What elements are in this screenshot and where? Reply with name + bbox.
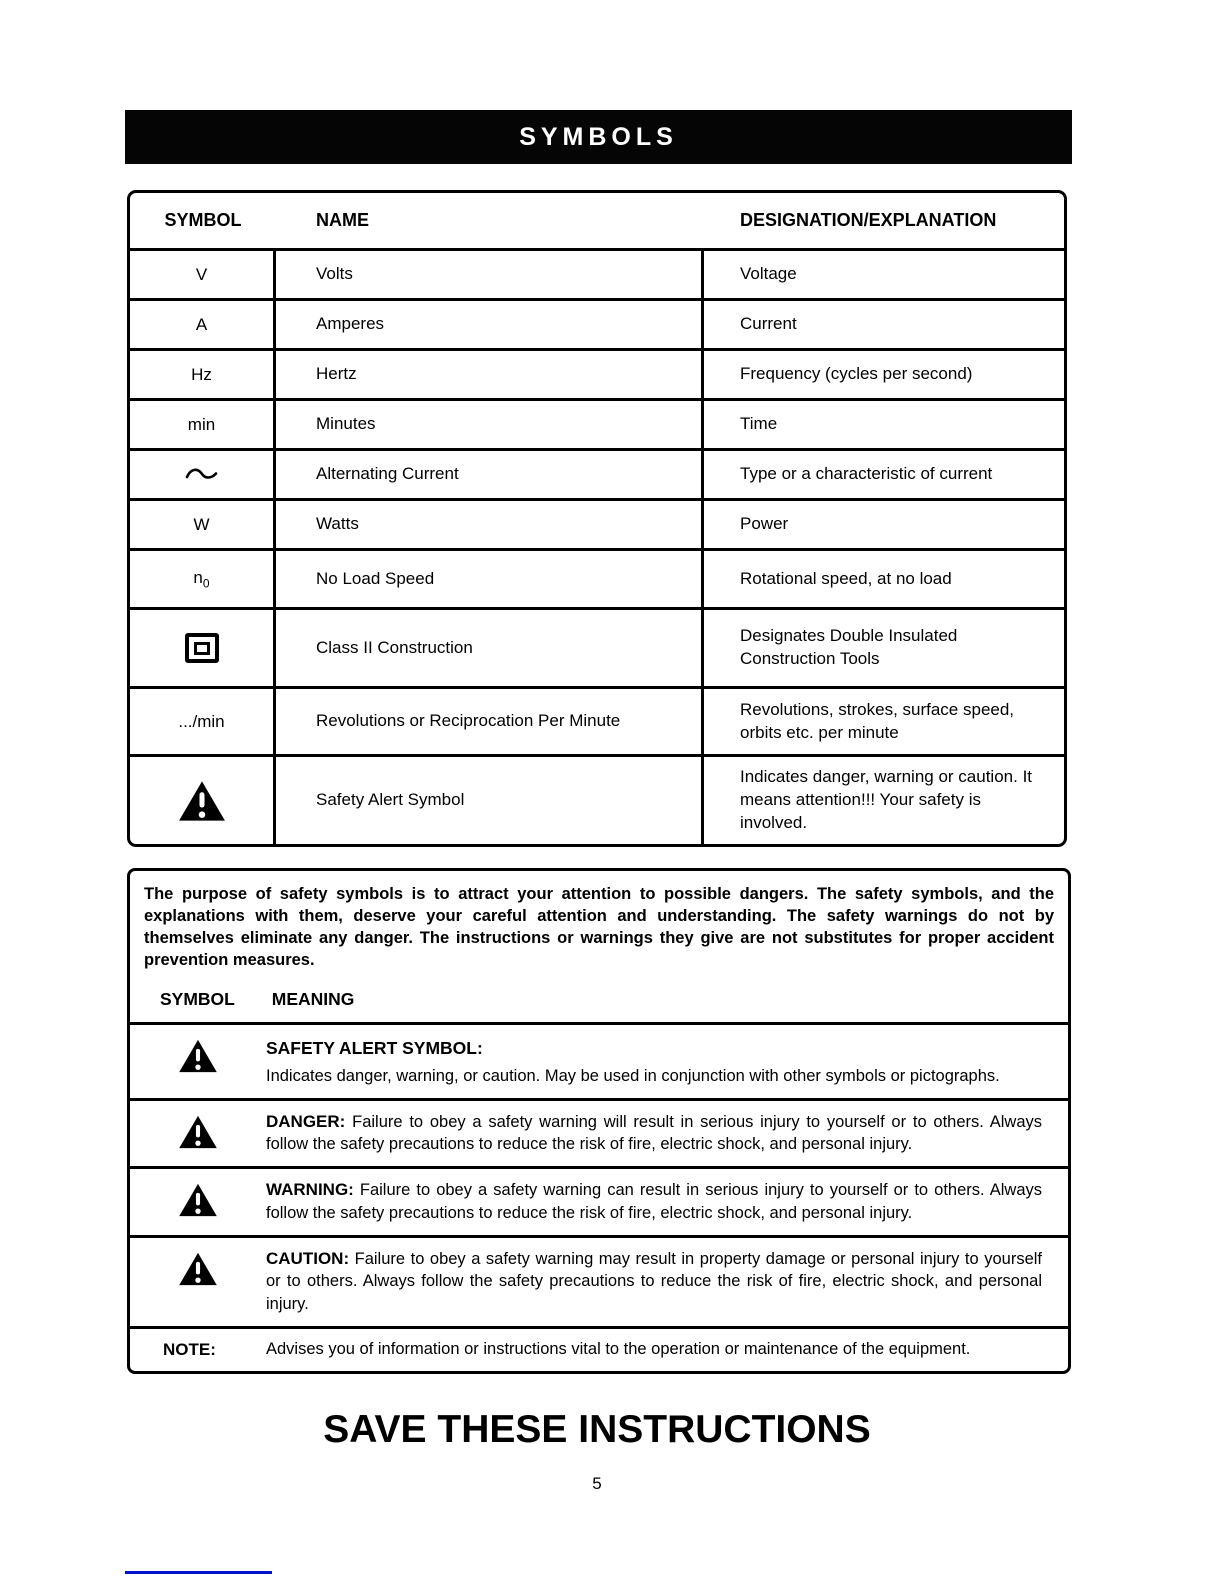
symbol-text: A [195, 314, 208, 334]
designation-cell: Time [740, 414, 778, 434]
table-row [130, 754, 1064, 844]
table-row [130, 348, 1064, 398]
note-label: NOTE: [163, 1340, 216, 1360]
section-title: SYMBOLS [519, 122, 678, 151]
designation-cell: Rotational speed, at no load [740, 568, 952, 588]
symbol-cell [130, 757, 276, 844]
designation-cell: Current [740, 314, 797, 334]
table-row [130, 248, 1064, 298]
name-cell: No Load Speed [276, 551, 704, 607]
designation-cell: Power [740, 514, 789, 534]
symbol-cell [130, 689, 276, 754]
symbol-text: min [187, 414, 216, 434]
meaning-text: SAFETY ALERT SYMBOL: Indicates danger, warning, or caution. May be used in conjunction with other symbols or pictographs. [266, 1034, 1068, 1088]
symbol-cell [130, 610, 276, 686]
column-header-designation: DESIGNATION/EXPLANATION [740, 210, 997, 230]
meaning-text: CAUTION: Failure to obey a safety warning may result in property damage or personal injury to yourself or to others. Always follow the safety precautions to reduce the risk of fire, electric shock, and personal injury. [266, 1248, 1042, 1314]
meaning-row [130, 1022, 1068, 1098]
designation-cell: Frequency (cycles per second) [740, 364, 973, 384]
icon-cell [130, 1247, 266, 1316]
meaning-rows [130, 1022, 1068, 1371]
name-cell: Minutes [276, 401, 704, 448]
safety-alert-icon [178, 1252, 218, 1286]
icon-cell [130, 1178, 266, 1225]
designation-cell: Indicates danger, warning or caution. It means attention!!! Your safety is involved. [740, 767, 1033, 832]
table-row [130, 298, 1064, 348]
table-row [130, 548, 1064, 607]
symbol-text: V [195, 264, 208, 284]
meaning-header-meaning: MEANING [271, 988, 355, 1009]
meaning-header [130, 981, 1068, 1022]
class-ii-icon [185, 633, 219, 663]
meaning-row [130, 1166, 1068, 1235]
designation-cell: Voltage [740, 264, 797, 284]
symbol-cell [130, 451, 276, 498]
page-number: 5 [592, 1474, 602, 1493]
name-cell: Watts [276, 501, 704, 548]
symbol-cell [130, 551, 276, 607]
save-these-instructions: SAVE THESE INSTRUCTIONS [323, 1408, 871, 1451]
designation-cell: Revolutions, strokes, surface speed, orbits etc. per minute [740, 699, 1015, 742]
symbol-cell [130, 351, 276, 398]
row-label: WARNING: [266, 1180, 354, 1200]
table-row [130, 686, 1064, 754]
name-cell: Safety Alert Symbol [276, 757, 704, 844]
symbol-text: .../min [178, 711, 225, 731]
name-cell: Revolutions or Reciprocation Per Minute [276, 689, 704, 754]
symbol-cell [130, 401, 276, 448]
row-label: CAUTION: [266, 1248, 350, 1268]
footer-rule [125, 1571, 272, 1574]
designation-cell: Type or a characteristic of current [740, 464, 993, 484]
symbol-cell [130, 501, 276, 548]
symbols-table-body [130, 248, 1064, 844]
table-row [130, 498, 1064, 548]
safety-alert-icon [178, 1115, 218, 1149]
row-label: SAFETY ALERT SYMBOL: [266, 1037, 483, 1058]
safety-alert-icon [178, 780, 226, 822]
symbol-cell [130, 251, 276, 298]
symbol-text: Hz [191, 364, 212, 384]
designation-cell: Designates Double Insulated Construction Tools [740, 626, 958, 668]
meaning-header-symbol: SYMBOL [160, 988, 235, 1009]
icon-cell [130, 1034, 266, 1088]
safety-alert-icon [178, 1183, 218, 1217]
column-header-symbol: SYMBOL [164, 210, 242, 230]
ac-wave-icon [185, 466, 219, 484]
meaning-row [130, 1235, 1068, 1326]
safety-alert-icon [178, 1039, 218, 1073]
name-cell: Alternating Current [276, 451, 704, 498]
table-row [130, 448, 1064, 498]
meaning-row [130, 1326, 1068, 1371]
table-row [130, 607, 1064, 686]
row-label: DANGER: [266, 1111, 346, 1131]
section-header-bar [125, 110, 1072, 164]
icon-cell [130, 1110, 266, 1157]
name-cell: Amperes [276, 301, 704, 348]
safety-intro-paragraph: The purpose of safety symbols is to attract your attention to possible dangers. The safety symbols, and the explanations with them, deserve your careful attention and understanding. The safety warnings do not by themselves eliminate any danger. The instructions or warnings they give are not substitutes for proper accident prevention measures. [144, 885, 1054, 969]
meaning-row [130, 1098, 1068, 1167]
symbol-text: W [193, 514, 210, 534]
no-load-speed-symbol: $n_0$ [193, 567, 210, 591]
table-row [130, 398, 1064, 448]
meaning-text: WARNING: Failure to obey a safety warning can result in serious injury to yourself or to others. Always follow the safety precautions to reduce the risk of fire, electric shock, and personal injury. [266, 1180, 1042, 1222]
symbol-cell [130, 301, 276, 348]
name-cell: Hertz [276, 351, 704, 398]
meaning-text: Advises you of information or instructions vital to the operation or maintenance of the equipment. [266, 1340, 971, 1359]
name-cell: Volts [276, 251, 704, 298]
safety-meaning-box [127, 868, 1071, 1374]
meaning-text: DANGER: Failure to obey a safety warning will result in serious injury to yourself or to others. Always follow the safety precautions to reduce the risk of fire, electric shock, and personal injury. [266, 1111, 1042, 1154]
column-header-name: NAME [316, 210, 369, 230]
name-cell: Class II Construction [276, 610, 704, 686]
symbols-table-header [130, 193, 1064, 248]
symbols-table [127, 190, 1067, 847]
